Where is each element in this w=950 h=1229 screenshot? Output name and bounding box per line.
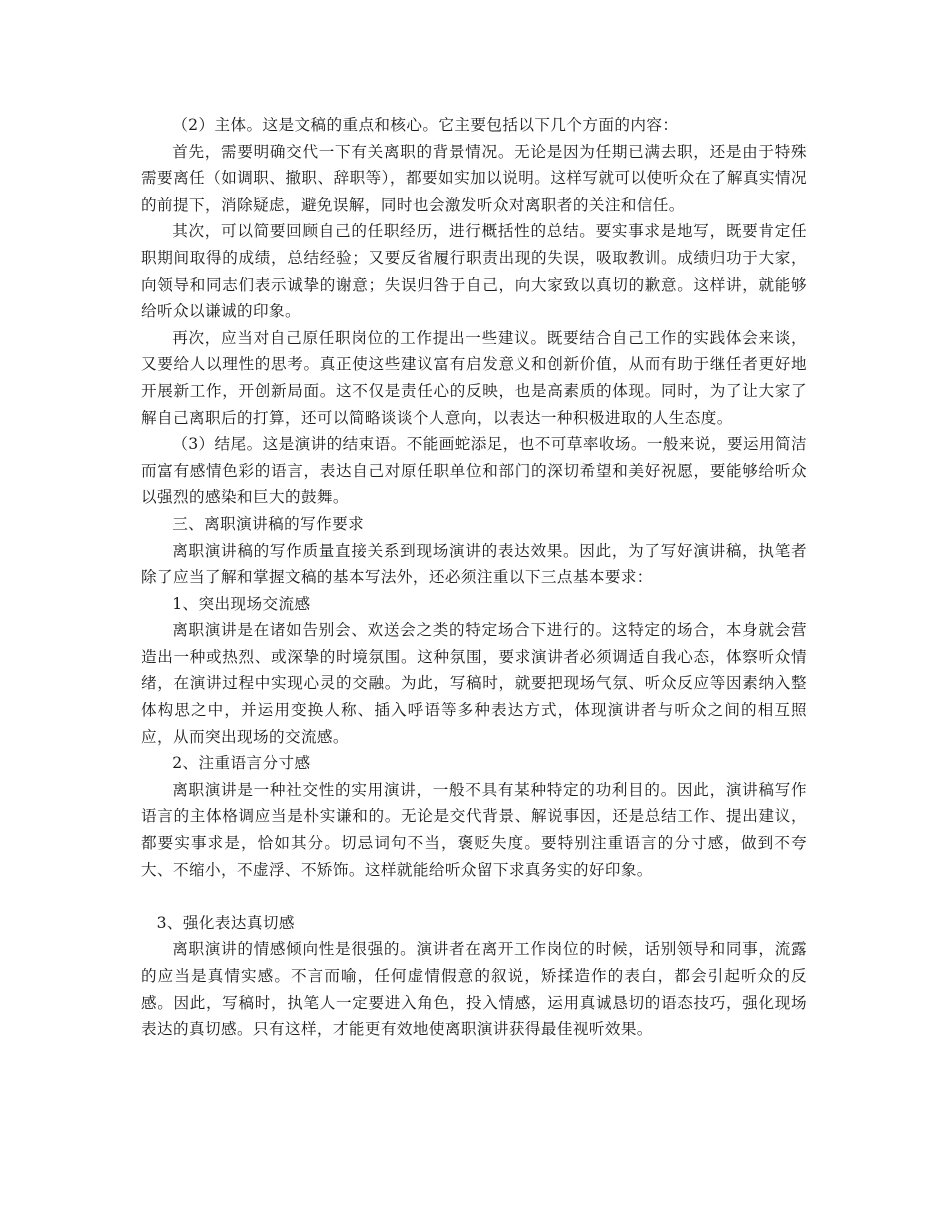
paragraph-requirements-intro: 离职演讲稿的写作质量直接关系到现场演讲的表达效果。因此，为了写好演讲稿，执笔者除了应当了解和掌握文稿的基本写法外，还必须注重以下三点基本要求： [141,541,807,587]
document-body [141,112,807,1043]
heading-writing-requirements: 三、离职演讲稿的写作要求 [172,514,365,533]
paragraph-requirement-3: 离职演讲的情感倾向性是很强的。演讲者在离开工作岗位的时候，话别领导和同事，流露的应当是真情实感。不言而喻，任何虚情假意的叙说，矫揉造作的表白，都会引起听众的反感。因此，写稿时，执笔人一定要进入角色，投入情感，运用真诚恳切的语态技巧，强化现场表达的真切感。只有这样，才能更有效地使离职演讲获得最佳视听效果。 [141,940,807,1039]
paragraph-suggestions: 再次，应当对自己原任职岗位的工作提出一些建议。既要结合自己工作的实践体会来谈，又要给人以理性的思考。真正使这些建议富有启发意义和创新价值，从而有助于继任者更好地开展新工作，开创新局面。这不仅是责任心的反映，也是高素质的体现。同时，为了让大家了解自己离职后的打算，还可以简略谈谈个人意向，以表达一种积极进取的人生态度。 [141,328,807,427]
heading-requirement-1: 1、突出现场交流感 [172,594,311,613]
section-body-heading: （2）主体。这是文稿的重点和核心。它主要包括以下几个方面的内容： [172,116,679,134]
blank-line [141,883,807,910]
heading-requirement-2: 2、注重语言分寸感 [172,754,311,773]
paragraph-requirement-2: 离职演讲是一种社交性的实用演讲，一般不具有某种特定的功利目的。因此，演讲稿写作语言的主体格调应当是朴实谦和的。无论是交代背景、解说事因，还是总结工作、提出建议，都要实事求是，恰如其分。切忌词句不当，褒贬失度。要特别注重语言的分寸感，做到不夸大、不缩小，不虚浮、不矫饰。这样就能给听众留下求真务实的好印象。 [141,780,807,879]
paragraph-requirement-1: 离职演讲是在诸如告别会、欢送会之类的特定场合下进行的。这特定的场合，本身就会营造出一种或热烈、或深挚的时境氛围。这种氛围，要求演讲者必须调适自我心态，体察听众情绪，在演讲过程中实现心灵的交融。为此，写稿时，就要把现场气氛、听众反应等因素纳入整体构思之中，并运用变换人称、插入呼语等多种表达方式，体现演讲者与听众之间的相互照应，从而突出现场的交流感。 [141,621,807,746]
heading-requirement-3: 3、强化表达真切感 [156,913,295,932]
paragraph-background: 首先，需要明确交代一下有关离职的背景情况。无论是因为任期已满去职，还是由于特殊需要离任（如调职、撤职、辞职等），都要如实加以说明。这样写就可以使听众在了解真实情况的前提下，消除疑虑，避免误解，同时也会激发听众对离职者的关注和信任。 [141,142,807,214]
paragraph-ending: （3）结尾。这是演讲的结束语。不能画蛇添足，也不可草率收场。一般来说，要运用简洁而富有感情色彩的语言，表达自己对原任职单位和部门的深切希望和美好祝愿，要能够给听众以强烈的感染和巨大的鼓舞。 [141,435,807,507]
paragraph-review: 其次，可以简要回顾自己的任职经历，进行概括性的总结。要实事求是地写，既要肯定任职期间取得的成绩，总结经验；又要反省履行职责出现的失误，吸取教训。成绩归功于大家，向领导和同志们表示诚挚的谢意；失误归咎于自己，向大家致以真切的歉意。这样讲，就能够给听众以谦诚的印象。 [141,222,807,321]
